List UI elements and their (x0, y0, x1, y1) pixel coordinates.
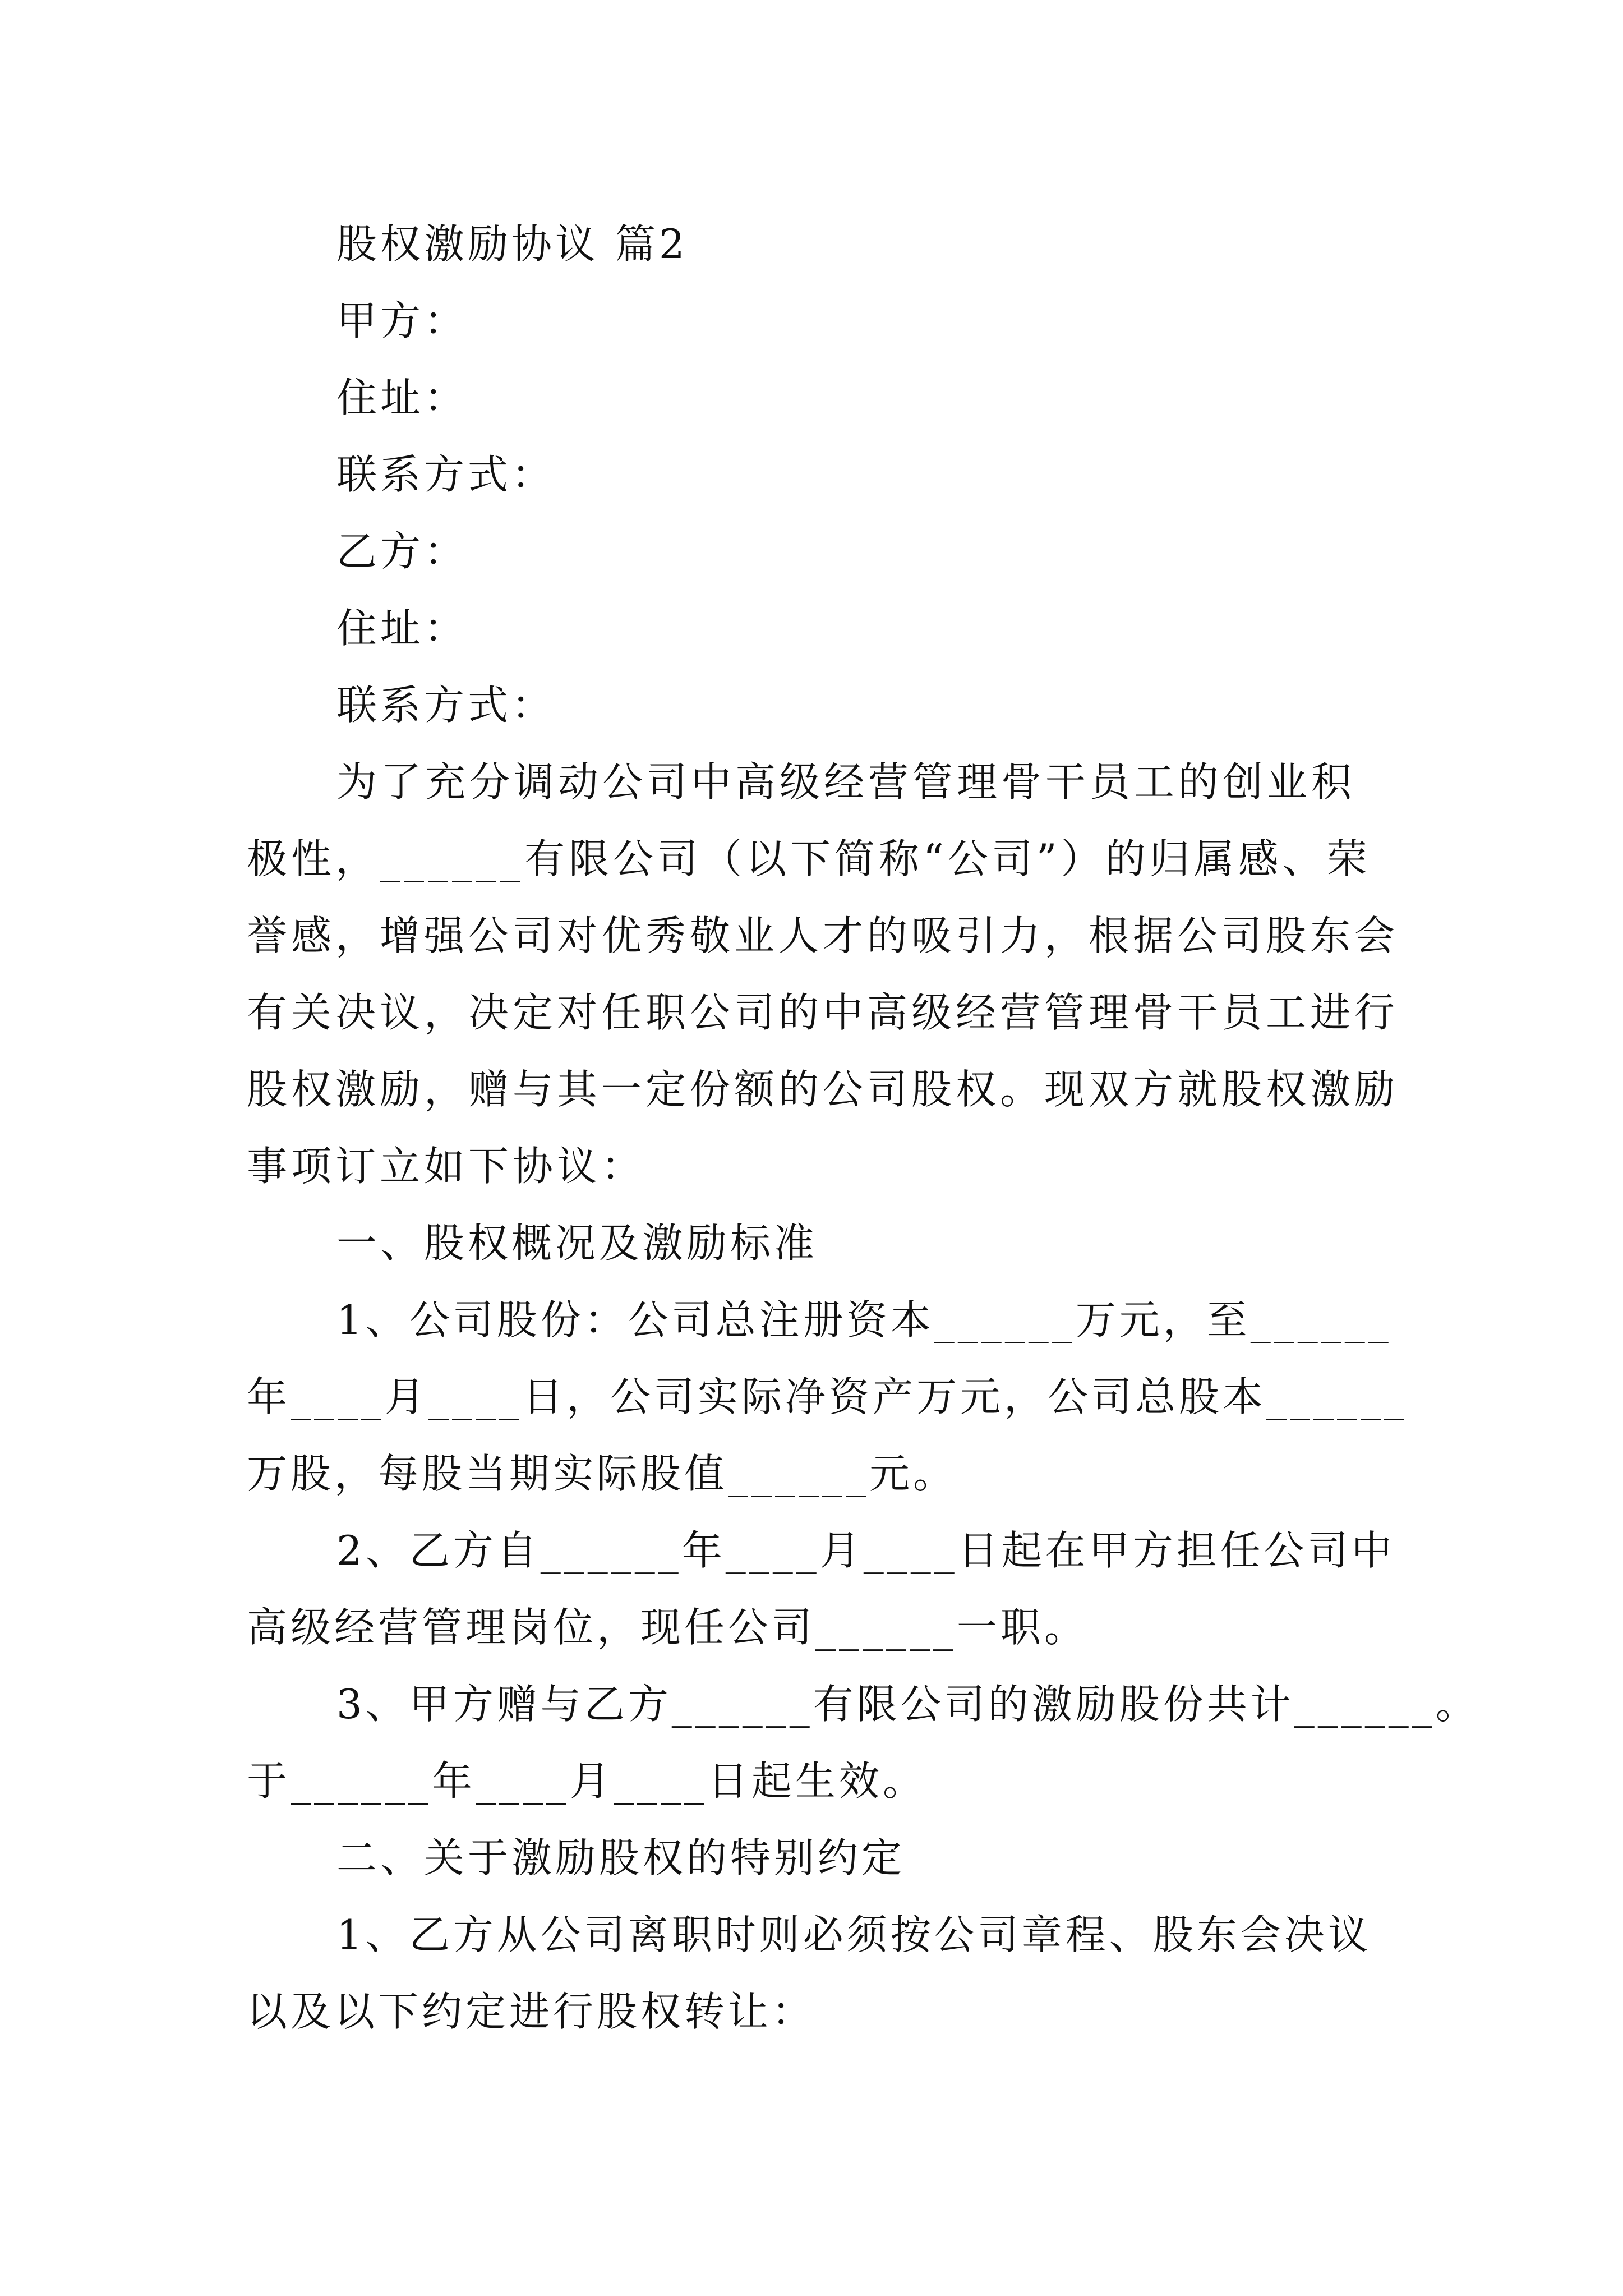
section-1-item-1-line: 万股，每股当期实际股值______元。 (247, 1450, 957, 1497)
section-1-heading: 一、股权概况及激励标准 (336, 1220, 818, 1267)
party-b-label: 乙方： (336, 528, 468, 575)
section-2-heading: 二、关于激励股权的特别约定 (336, 1834, 906, 1881)
section-2-item-1-line: 1、乙方从公司离职时则必须按公司章程、股东会决议 (336, 1911, 1372, 1958)
section-1-item-1-line: 1、公司股份：公司总注册资本______万元，至______ (336, 1296, 1392, 1343)
section-1-item-1-line: 年____月____日，公司实际净资产万元，公司总股本______ (247, 1373, 1408, 1420)
preamble-line: 有关决议，决定对任职公司的中高级经营管理骨干员工进行 (247, 989, 1399, 1036)
party-b-contact-label: 联系方式： (336, 682, 556, 729)
section-1-item-3-line: 3、甲方赠与乙方______有限公司的激励股份共计______。 (336, 1681, 1479, 1728)
party-b-address-label: 住址： (336, 605, 468, 652)
preamble-line: 誉感，增强公司对优秀敬业人才的吸引力，根据公司股东会 (247, 912, 1399, 959)
party-a-contact-label: 联系方式： (336, 451, 556, 498)
section-2-item-1-line: 以及以下约定进行股权转让： (247, 1988, 816, 2035)
section-1-item-2-line: 2、乙方自______年____月____日起在甲方担任公司中 (336, 1527, 1395, 1574)
section-1-item-2-line: 高级经营管理岗位，现任公司______一职。 (247, 1604, 1089, 1651)
preamble-line: 为了充分调动公司中高级经营管理骨干员工的创业积 (336, 758, 1356, 806)
document-title: 股权激励协议 篇2 (336, 220, 688, 268)
section-1-item-3-line: 于______年____月____日起生效。 (247, 1757, 927, 1805)
preamble-line: 股权激励，赠与其一定份额的公司股权。现双方就股权激励 (247, 1066, 1399, 1113)
party-a-label: 甲方： (336, 297, 468, 344)
preamble-line: 事项订立如下协议： (247, 1143, 646, 1190)
party-a-address-label: 住址： (336, 374, 468, 421)
preamble-line: 极性，______有限公司（以下简称“公司”）的归属感、荣 (247, 835, 1371, 882)
